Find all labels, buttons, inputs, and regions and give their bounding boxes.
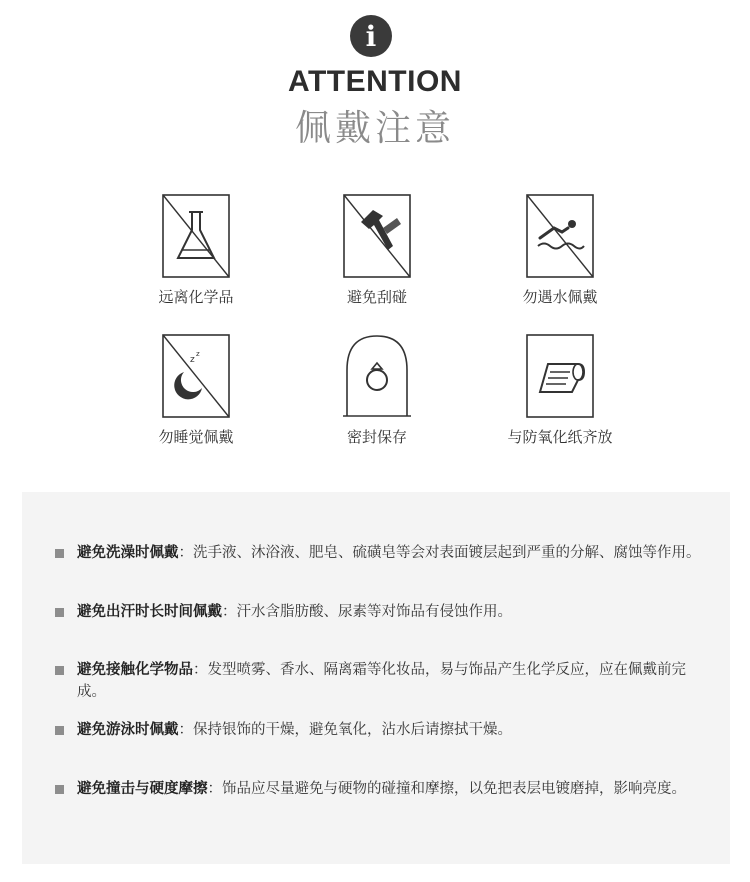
bullet-square-icon (55, 608, 64, 617)
icon-item-anti-oxidation-paper (460, 334, 660, 447)
note-title: 避免出汗时长时间佩戴 (77, 604, 222, 620)
icon-label: 勿遇水佩戴 (522, 288, 598, 306)
bullet-square-icon (55, 726, 64, 735)
flask-icon (162, 194, 230, 278)
note-body: 发型喷雾、香水、隔离霜等化妆品，易与饰品产生化学反应，应在佩戴前完成。 (77, 662, 686, 700)
note-body: 饰品应尽量避免与硬物的碰撞和摩擦，以免把表层电镀磨掉，影响亮度。 (222, 781, 686, 797)
svg-text:z: z (190, 355, 195, 365)
note-separator: ： (193, 662, 208, 678)
note-body: 汗水含脂肪酸、尿素等对饰品有侵蚀作用。 (236, 604, 512, 620)
svg-text:z: z (196, 350, 200, 358)
note-title: 避免接触化学物品 (77, 662, 193, 678)
icon-item-no-sleep (96, 334, 296, 447)
hammer-icon (343, 194, 411, 278)
note-body: 洗手液、沐浴液、肥皂、硫磺皂等会对表面镀层起到严重的分解、腐蚀等作用。 (193, 545, 701, 561)
sleep-moon-icon (162, 334, 230, 418)
ring-in-bag-icon (332, 334, 422, 418)
note-separator: ： (178, 722, 193, 738)
paper-roll-icon (526, 334, 594, 418)
note-body: 保持银饰的干燥，避免氧化，沾水后请擦拭干燥。 (193, 722, 512, 738)
icon-label: 与防氧化纸齐放 (507, 428, 613, 446)
icon-item-no-chemicals (96, 194, 296, 307)
note-title: 避免撞击与硬度摩擦 (77, 781, 208, 797)
bullet-square-icon (55, 785, 64, 794)
icon-item-no-water (460, 194, 660, 307)
note-separator: ： (207, 781, 222, 797)
bullet-square-icon (55, 666, 64, 675)
icon-label: 远离化学品 (158, 288, 234, 306)
swimming-icon (526, 194, 594, 278)
bullet-square-icon (55, 549, 64, 558)
note-title: 避免洗澡时佩戴 (77, 545, 179, 561)
title-english: ATTENTION (288, 65, 462, 98)
icon-item-avoid-scratch (277, 194, 477, 307)
note-separator: ： (178, 545, 193, 561)
note-title: 避免游泳时佩戴 (77, 722, 179, 738)
icon-label: 密封保存 (346, 428, 407, 446)
info-icon: i (350, 15, 392, 57)
icon-label: 勿睡觉佩戴 (158, 428, 234, 446)
note-separator: ： (222, 604, 237, 620)
icon-label: 避免刮碰 (346, 288, 407, 306)
title-chinese: 佩戴注意 (294, 108, 455, 149)
icon-item-sealed-storage (277, 334, 477, 447)
